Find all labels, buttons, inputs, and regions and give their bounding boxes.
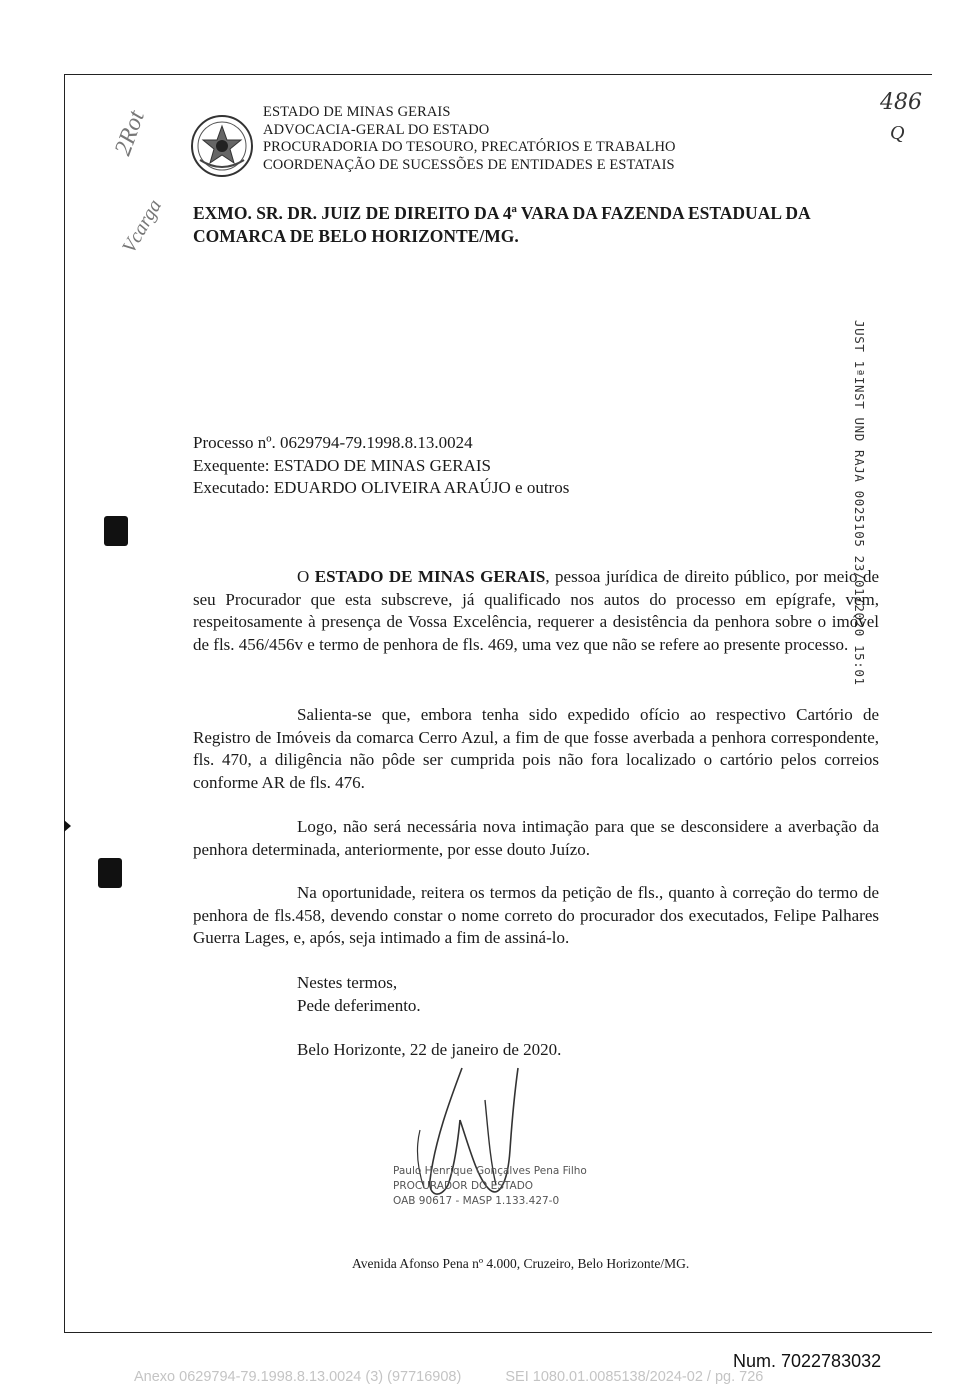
process-exequente: Exequente: ESTADO DE MINAS GERAIS: [193, 455, 491, 475]
punch-hole-mark: [98, 858, 122, 888]
coat-of-arms-seal-icon: [190, 114, 254, 178]
process-executado: Executado: EDUARDO OLIVEIRA ARAÚJO e outros: [193, 478, 570, 497]
letterhead-line-agency: ADVOCACIA-GERAL DO ESTADO: [263, 121, 490, 138]
process-info: [193, 432, 569, 500]
letterhead-line-office: PROCURADORIA DO TESOURO, PRECATÓRIOS E TRABALHO: [263, 139, 676, 155]
date-line: Belo Horizonte, 22 de janeiro de 2020.: [297, 1040, 562, 1059]
party-name-bold: ESTADO DE MINAS GERAIS: [314, 567, 546, 586]
body-paragraph: Na oportunidade, reitera os termos da petição de fls., quanto à correção do termo de penhora de fls.458, devendo constar o nome correto do procurador dos executados, Felipe Palhares Guerra Lages, e, após, seja intimado a fim de assiná-lo.: [193, 883, 879, 947]
page-border-left: [64, 74, 65, 1332]
page-border-top: [64, 74, 932, 75]
body-paragraph: Logo, não será necessária nova intimação para que se desconsidere a averbação da penhora determinada, anteriormente, por esse douto Juízo.: [193, 817, 879, 859]
process-number: Processo nº. 0629794-79.1998.8.13.0024: [193, 433, 473, 452]
closing-line: Nestes termos,: [297, 973, 398, 992]
handwritten-folio-number: 486: [880, 90, 922, 115]
margin-arrow-mark: [64, 820, 71, 832]
handwritten-margin-note: Vcarga: [118, 195, 167, 257]
letterhead: [263, 104, 676, 174]
letterhead-line-coordination: COORDENAÇÃO DE SUCESSÕES DE ENTIDADES E ESTATAIS: [263, 156, 675, 173]
signatory-name: Paulo Henrique Gonçalves Pena Filho: [393, 1165, 587, 1177]
signatory-registration: OAB 90617 - MASP 1.133.427-0: [393, 1195, 560, 1207]
body-paragraph: [193, 566, 879, 656]
addressee-heading: EXMO. SR. DR. JUIZ DE DIREITO DA 4ª VARA DA FAZENDA ESTADUAL DA COMARCA DE BELO HORIZONTE/MG.: [193, 203, 810, 246]
closing: [297, 972, 421, 1017]
office-address: Avenida Afonso Pena nº 4.000, Cruzeiro, Belo Horizonte/MG.: [352, 1256, 690, 1271]
signature-stamp: [393, 1164, 587, 1209]
protocol-stamp: JUST 1ªINST UND RAJA 0025105 23/01/2020 15:01: [852, 320, 867, 686]
letterhead-line-state: ESTADO DE MINAS GERAIS: [263, 104, 451, 120]
footer-watermark: [134, 1369, 834, 1385]
page-border-bottom: [64, 1332, 932, 1333]
body-paragraph: Salienta-se que, embora tenha sido expedido ofício ao respectivo Cartório de Registro de Imóveis da comarca Cerro Azul, a fim de que fosse averbada a penhora correspondente, fls. 470, a diligência não pôde ser cumprida pois não fora localizado o cartório pelos correios conforme AR de fls. 476.: [193, 705, 879, 792]
footer-sei: SEI 1080.01.0085138/2024-02 / pg. 726: [505, 1369, 764, 1385]
paragraph-prefix: O: [297, 567, 315, 586]
handwritten-folio-mark: Q: [890, 122, 905, 144]
closing-line: Pede deferimento.: [297, 995, 421, 1015]
punch-hole-mark: [104, 516, 128, 546]
document-number: Num. 7022783032: [733, 1351, 882, 1371]
footer-annex: Anexo 0629794-79.1998.8.13.0024 (3) (97716908): [134, 1369, 462, 1385]
paragraph-text: , pessoa jurídica de direito público, por meio de seu Procurador que esta subscreve, já qualificado nos autos do processo em epígrafe, vem, respeitosamente à presença de Vossa Excelência, requerer a desistência da penhora sobre o imóvel de fls. 456/456v e termo de penhora de fls. 469, uma vez que não se refere ao presente processo.: [193, 567, 880, 654]
handwritten-margin-note: 2Rot: [110, 107, 150, 159]
signatory-title: PROCURADOR DO ESTADO: [393, 1180, 534, 1192]
